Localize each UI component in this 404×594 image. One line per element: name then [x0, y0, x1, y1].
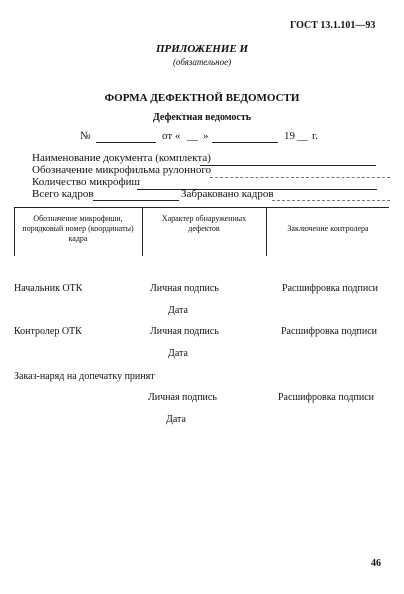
appendix-subtitle: (обязательное): [172, 57, 232, 67]
controller-otk-decoding: Расшифровка подписи: [281, 326, 377, 337]
month-blank: [212, 142, 278, 143]
head-otk-decoding: Расшифровка подписи: [282, 283, 378, 294]
controller-otk-signature: Личная подпись: [150, 326, 219, 337]
order-accepted-label: Заказ-наряд на допечатку принят: [14, 371, 155, 382]
table-border-left: [14, 208, 15, 256]
doc-name-blank: [200, 165, 376, 166]
year-blank: __: [297, 130, 308, 142]
number-label: №: [80, 130, 91, 142]
order-accepted-decoding: Расшифровка подписи: [278, 392, 374, 403]
controller-otk-date: Дата: [168, 348, 188, 359]
microfilm-blank: [210, 177, 390, 178]
frames-rejected-blank: [272, 200, 390, 201]
frames-total-blank: [93, 200, 179, 201]
page-number: 46: [371, 558, 381, 569]
form-title: ФОРМА ДЕФЕКТНОЙ ВЕДОМОСТИ: [104, 92, 300, 104]
controller-otk-label: Контролер ОТК: [14, 326, 82, 337]
table-col-frame-id: Обозначение микрофиши, порядковый номер (координаты) кадра: [22, 214, 134, 243]
year-prefix: 19: [284, 130, 295, 142]
doc-name-label: Наименование документа (комплекта): [32, 152, 211, 164]
appendix-title: ПРИЛОЖЕНИЕ И: [155, 43, 249, 55]
order-accepted-signature: Личная подпись: [148, 392, 217, 403]
fiche-count-label: Количество микрофиш: [32, 176, 140, 188]
table-divider-2: [266, 208, 267, 256]
head-otk-signature: Личная подпись: [150, 283, 219, 294]
number-blank: [96, 142, 156, 143]
defect-table-header: [14, 207, 389, 256]
gost-number: ГОСТ 13.1.101—93: [290, 20, 376, 31]
table-col-defects: Характер обнаруженных дефектов: [161, 214, 247, 233]
frames-total-label: Всего кадров: [32, 188, 94, 200]
microfilm-label: Обозначение микрофильма рулонного: [32, 164, 212, 176]
table-divider-1: [142, 208, 143, 256]
order-accepted-date: Дата: [166, 414, 186, 425]
year-suffix: г.: [312, 130, 319, 142]
head-otk-date: Дата: [168, 305, 188, 316]
day-close: »: [203, 130, 209, 142]
table-col-conclusion: Заключение контролера: [287, 224, 369, 233]
from-label: от «: [162, 130, 181, 142]
frames-rejected-label: Забраковано кадров: [181, 188, 274, 200]
day-blank: __: [187, 130, 198, 142]
form-subtitle: Дефектная ведомость: [152, 112, 252, 123]
head-otk-label: Начальник ОТК: [14, 283, 83, 294]
